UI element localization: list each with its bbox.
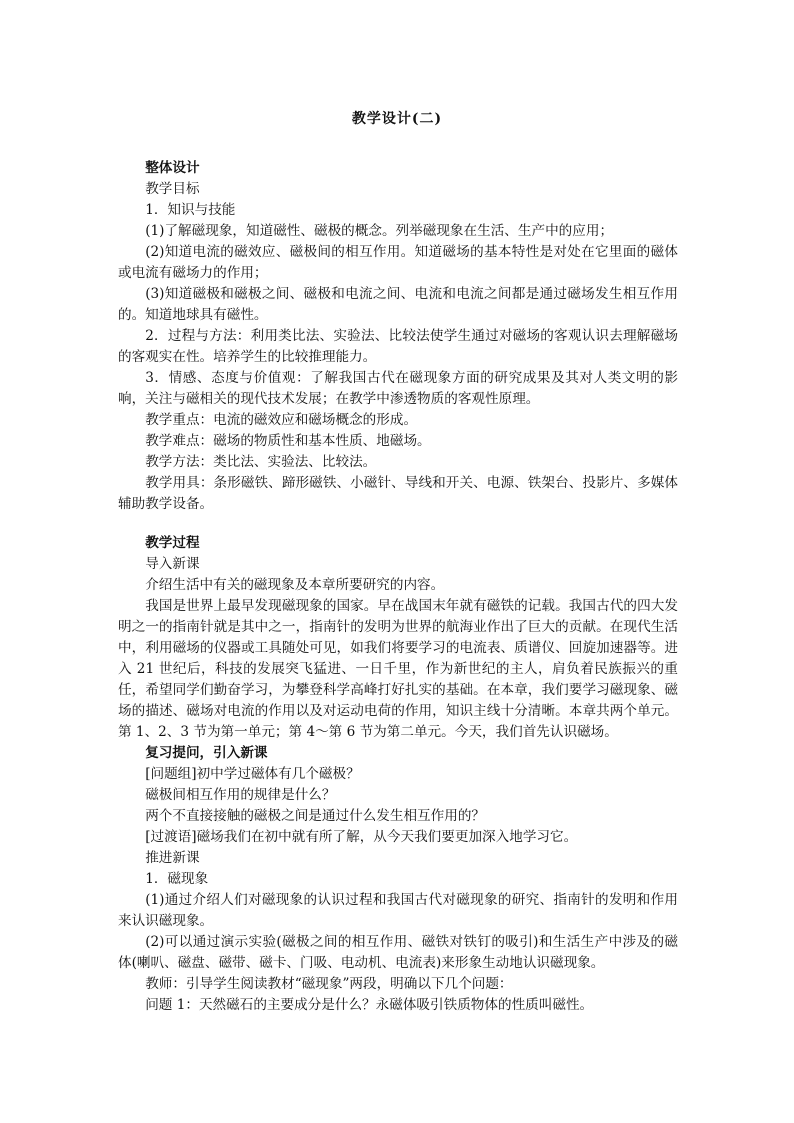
teaching-goals-heading: 教学目标 [145,181,200,197]
question-2: 磁极间相互作用的规律是什么？ [145,787,336,803]
magnet-item-2: (2)可以通过演示实验(磁极之间的相互作用、磁铁对铁钉的吸引)和生活生产中涉及的磁体(喇叭、磁盘、磁带、磁卡、门吸、电动机、电流表)来形象生动地认识磁现象。 [118,934,678,971]
document-body [118,158,678,1016]
teaching-tools: 教学用具：条形磁铁、蹄形磁铁、小磁针、导线和开关、电源、铁架台、投影片、多媒体辅助教学设备。 [118,475,678,512]
question-1: 问题 1：天然磁石的主要成分是什么？永磁体吸引铁质物体的性质叫磁性。 [145,997,594,1013]
knowledge-item-3: (3)知道磁极和磁极之间、磁极和电流之间、电流和电流之间都是通过磁场发生相互作用的。知道地球具有磁性。 [118,286,678,323]
intro-paragraph: 我国是世界上最早发现磁现象的国家。早在战国末年就有磁铁的记载。我国古代的四大发明之一的指南针就是其中之一，指南针的发明为世界的航海业作出了巨大的贡献。在现代生活中，利用磁场的仪器或工具随处可见，如我们将要学习的电流表、质谱仪、回旋加速器等。进入 21 世纪后，科技的发展突飞猛进、一日千里，作为新世纪的主人，肩负着民族振兴的重任，希望同学们勤奋学习，为攀登科学高峰打好扎实的基础。在本章，我们要学习磁现象、磁场的描述、磁场对电流的作用以及对运动电荷的作用，知识主线十分清晰。本章共两个单元。第 1、2、3 节为第一单元；第 4～第 6 节为第二单元。今天，我们首先认识磁场。 [118,598,678,740]
emotion-values-paragraph: 3．情感、态度与价值观：了解我国古代在磁现象方面的研究成果及其对人类文明的影响，关注与磁相关的现代技术发展；在教学中渗透物质的客观性原理。 [118,370,678,407]
transition-text: [过渡语]磁场我们在初中就有所了解，从今天我们要更加深入地学习它。 [145,829,578,845]
knowledge-item-2: (2)知道电流的磁效应、磁极间的相互作用。知道磁场的基本特性是对处在它里面的磁体或电流有磁场力的作用； [118,244,678,281]
section-spacer [118,515,678,533]
intro-line: 介绍生活中有关的磁现象及本章所要研究的内容。 [145,577,445,593]
question-group: [问题组]初中学过磁体有几个磁极？ [145,766,360,782]
process-method-paragraph: 2．过程与方法：利用类比法、实验法、比较法使学生通过对磁场的客观认识去理解磁场的客观实在性。培养学生的比较推理能力。 [118,328,678,365]
magnet-phenomenon-heading: 1．磁现象 [145,871,209,887]
intro-heading: 导入新课 [145,556,200,572]
teaching-method: 教学方法：类比法、实验法、比较法。 [145,454,377,470]
advance-heading: 推进新课 [145,850,200,866]
knowledge-skills-heading: 1．知识与技能 [145,202,236,218]
question-3: 两个不直接接触的磁极之间是通过什么发生相互作用的？ [145,808,486,824]
overall-design-heading: 整体设计 [145,160,200,176]
magnet-item-1: (1)通过介绍人们对磁现象的认识过程和我国古代对磁现象的研究、指南针的发明和作用来认识磁现象。 [118,892,678,929]
teacher-instruction: 教师：引导学生阅读教材“磁现象”两段，明确以下几个问题： [145,976,513,992]
review-heading: 复习提问，引入新课 [145,745,268,761]
teaching-key-point: 教学重点：电流的磁效应和磁场概念的形成。 [145,412,418,428]
teaching-process-heading: 教学过程 [145,535,200,551]
teaching-difficulty: 教学难点：磁场的物质性和基本性质、地磁场。 [145,433,431,449]
page-title: 教学设计(二) [351,111,443,127]
knowledge-item-1: (1)了解磁现象，知道磁性、磁极的概念。列举磁现象在生活、生产中的应用； [145,223,614,239]
